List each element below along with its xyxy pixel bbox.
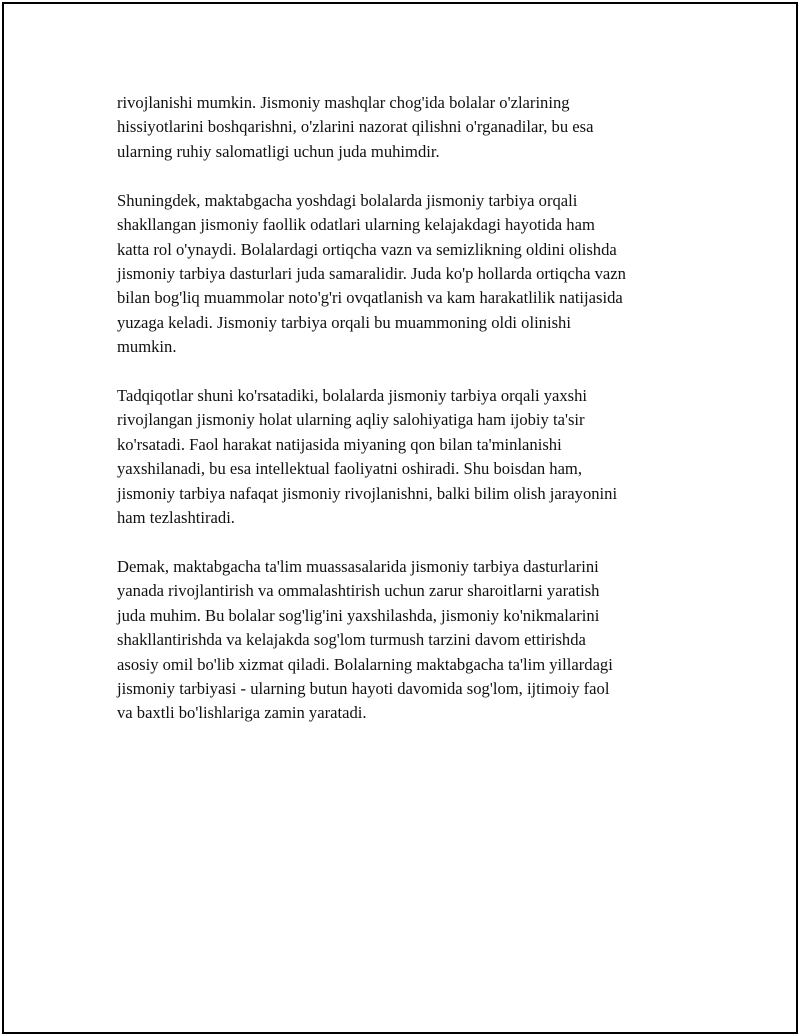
text-line: jismoniy tarbiya dasturlari juda samaralidir. Juda ko'p hollarda ortiqcha vazn [117,263,626,283]
paragraph-3 [117,384,697,530]
text-line: ularning ruhiy salomatligi uchun juda muhimdir. [117,141,440,161]
paragraph-2 [117,189,697,360]
text-line: asosiy omil bo'lib xizmat qiladi. Bolalarning maktabgacha ta'lim yillardagi [117,654,613,674]
text-line: yuzaga keladi. Jismoniy tarbiya orqali bu muammoning oldi olinishi [117,312,571,332]
document-body [117,91,697,750]
text-line: shakllantirishda va kelajakda sog'lom turmush tarzini davom ettirishda [117,630,586,650]
text-line: mumkin. [117,337,177,357]
text-line: Demak, maktabgacha ta'lim muassasalarida jismoniy tarbiya dasturlarini [117,557,599,577]
paragraph-1 [117,91,697,164]
text-line: katta rol o'ynaydi. Bolalardagi ortiqcha vazn va semizlikning oldini olishda [117,239,617,259]
text-line: hissiyotlarini boshqarishni, o'zlarini nazorat qilishni o'rganadilar, bu esa [117,117,594,137]
text-line: bilan bog'liq muammolar noto'g'ri ovqatlanish va kam harakatlilik natijasida [117,288,623,308]
text-line: jismoniy tarbiyasi - ularning butun hayoti davomida sog'lom, ijtimoiy faol [117,678,610,698]
text-line: rivojlangan jismoniy holat ularning aqliy salohiyatiga ham ijobiy ta'sir [117,410,585,430]
text-line: yaxshilanadi, bu esa intellektual faoliyatni oshiradi. Shu boisdan ham, [117,459,582,479]
text-line: shakllangan jismoniy faollik odatlari ularning kelajakdagi hayotida ham [117,215,595,235]
text-line: Shuningdek, maktabgacha yoshdagi bolalarda jismoniy tarbiya orqali [117,190,578,210]
text-line: ham tezlashtiradi. [117,508,235,528]
text-line: juda muhim. Bu bolalar sog'lig'ini yaxshilashda, jismoniy ko'nikmalarini [117,605,600,625]
paragraph-4 [117,555,697,726]
text-line: jismoniy tarbiya nafaqat jismoniy rivojlanishni, balki bilim olish jarayonini [117,483,618,503]
text-line: yanada rivojlantirish va ommalashtirish uchun zarur sharoitlarni yaratish [117,581,600,601]
text-line: rivojlanishi mumkin. Jismoniy mashqlar chog'ida bolalar o'zlarining [117,93,570,112]
text-line: ko'rsatadi. Faol harakat natijasida miyaning qon bilan ta'minlanishi [117,434,562,454]
text-line: va baxtli bo'lishlariga zamin yaratadi. [117,703,367,723]
text-line: Tadqiqotlar shuni ko'rsatadiki, bolalarda jismoniy tarbiya orqali yaxshi [117,386,588,406]
